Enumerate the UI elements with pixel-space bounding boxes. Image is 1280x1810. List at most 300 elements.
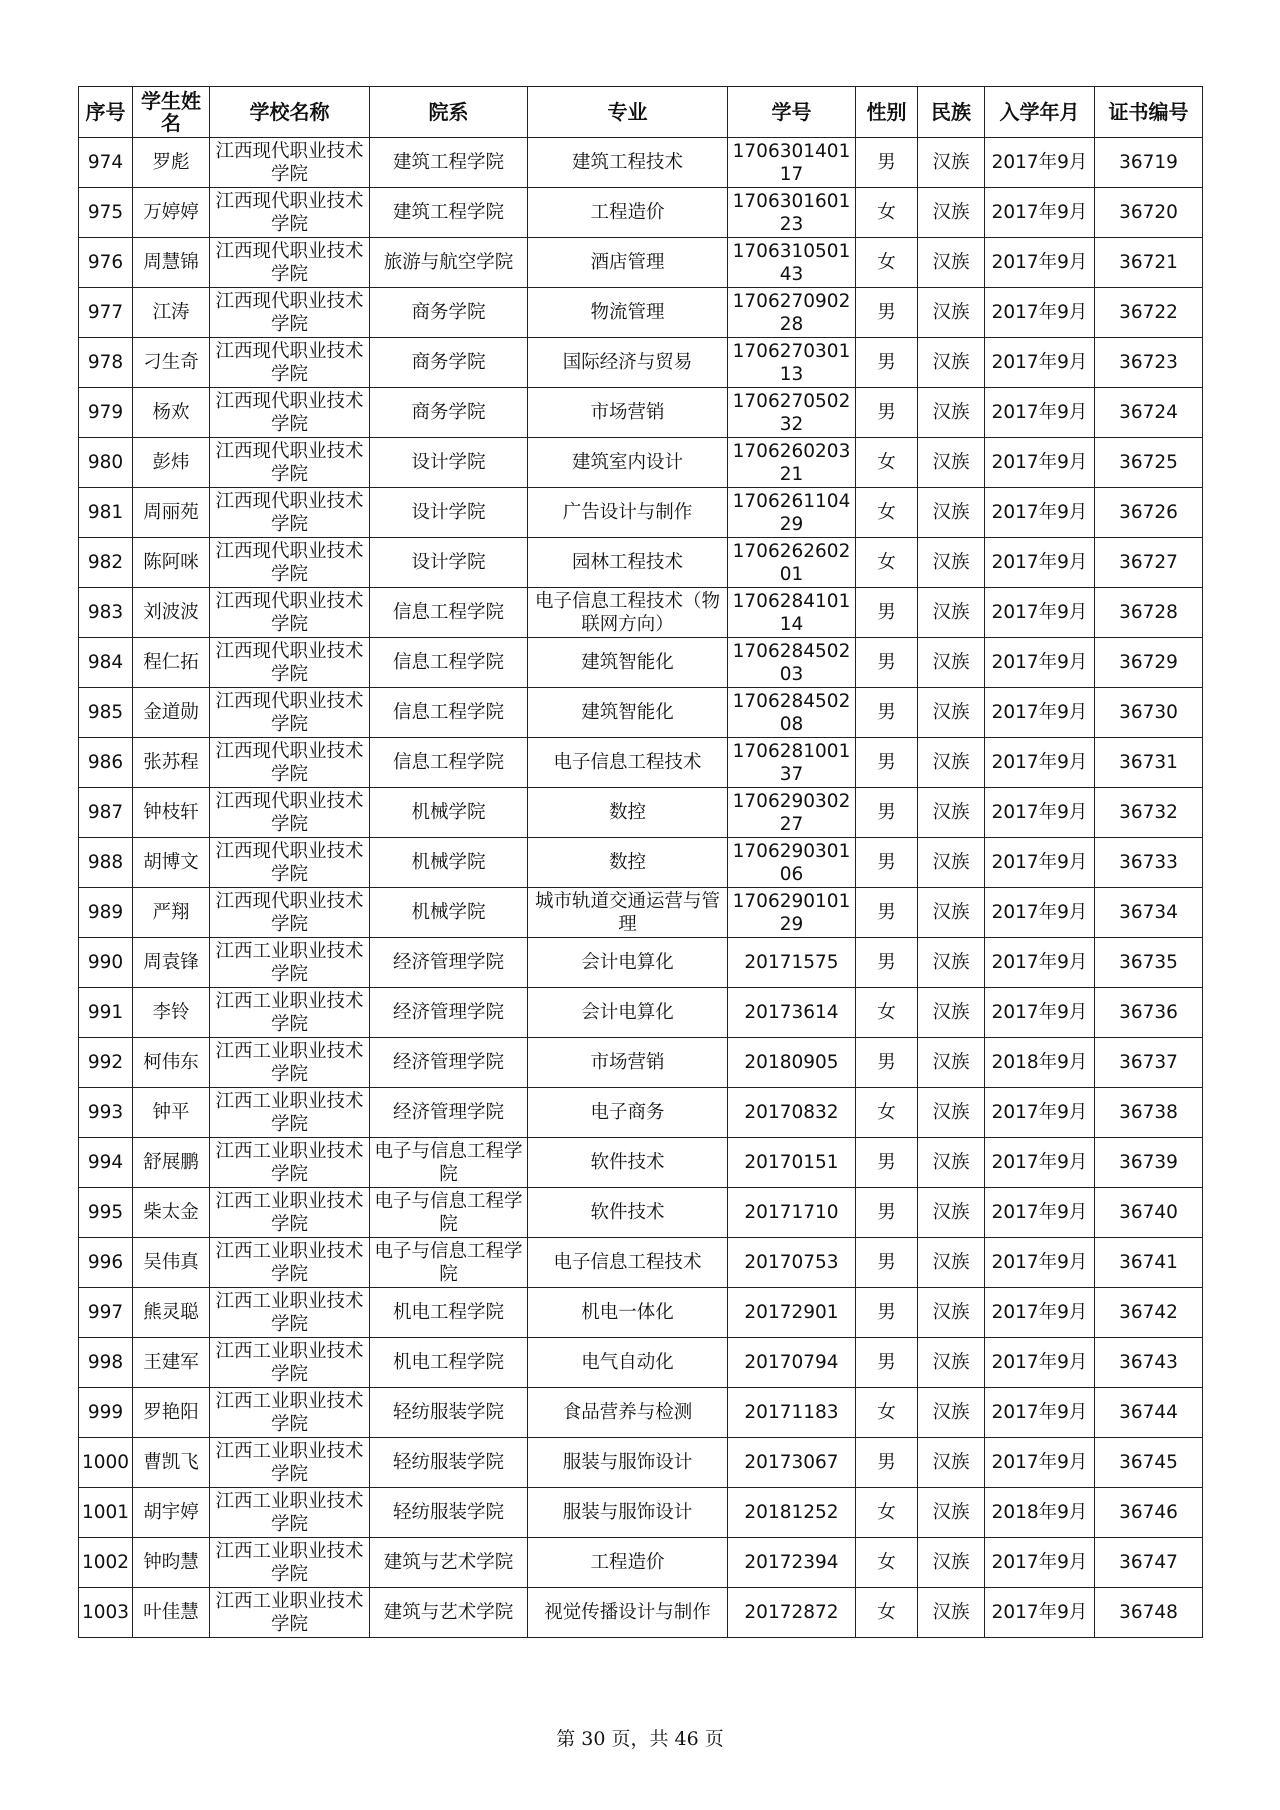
ethnicity-cell: 汉族 xyxy=(918,488,985,538)
enrollment-cell: 2017年9月 xyxy=(985,438,1095,488)
seq-cell: 986 xyxy=(79,738,133,788)
major-cell: 视觉传播设计与制作 xyxy=(528,1588,728,1638)
student-id-cell: 170626110429 xyxy=(728,488,856,538)
certificate-cell: 36722 xyxy=(1095,288,1203,338)
school-cell: 江西工业职业技术学院 xyxy=(210,1088,370,1138)
ethnicity-cell: 汉族 xyxy=(918,138,985,188)
school-cell: 江西现代职业技术学院 xyxy=(210,388,370,438)
department-cell: 建筑工程学院 xyxy=(370,188,528,238)
table-row xyxy=(79,238,1203,288)
student-id-cell: 20171710 xyxy=(728,1188,856,1238)
header-col-major: 专业 xyxy=(528,87,728,138)
enrollment-cell: 2017年9月 xyxy=(985,1588,1095,1638)
ethnicity-cell: 汉族 xyxy=(918,1338,985,1388)
student-id-cell: 170629030106 xyxy=(728,838,856,888)
certificate-cell: 36721 xyxy=(1095,238,1203,288)
gender-cell: 男 xyxy=(856,1438,918,1488)
student-id-cell: 20172872 xyxy=(728,1588,856,1638)
ethnicity-cell: 汉族 xyxy=(918,988,985,1038)
certificate-cell: 36724 xyxy=(1095,388,1203,438)
major-cell: 建筑室内设计 xyxy=(528,438,728,488)
table-body xyxy=(79,138,1203,1638)
major-cell: 会计电算化 xyxy=(528,938,728,988)
header-col-school: 学校名称 xyxy=(210,87,370,138)
enrollment-cell: 2017年9月 xyxy=(985,1088,1095,1138)
seq-cell: 985 xyxy=(79,688,133,738)
table-row xyxy=(79,488,1203,538)
department-cell: 建筑工程学院 xyxy=(370,138,528,188)
school-cell: 江西现代职业技术学院 xyxy=(210,138,370,188)
department-cell: 轻纺服装学院 xyxy=(370,1388,528,1438)
header-col-ethnicity: 民族 xyxy=(918,87,985,138)
seq-cell: 983 xyxy=(79,588,133,638)
table-row xyxy=(79,738,1203,788)
department-cell: 机电工程学院 xyxy=(370,1288,528,1338)
gender-cell: 男 xyxy=(856,1188,918,1238)
school-cell: 江西现代职业技术学院 xyxy=(210,488,370,538)
gender-cell: 女 xyxy=(856,1538,918,1588)
enrollment-cell: 2017年9月 xyxy=(985,588,1095,638)
student-id-cell: 170629010129 xyxy=(728,888,856,938)
header-col-department: 院系 xyxy=(370,87,528,138)
major-cell: 国际经济与贸易 xyxy=(528,338,728,388)
student-name-cell: 江涛 xyxy=(133,288,210,338)
student-name-cell: 彭炜 xyxy=(133,438,210,488)
department-cell: 电子与信息工程学院 xyxy=(370,1138,528,1188)
department-cell: 轻纺服装学院 xyxy=(370,1438,528,1488)
enrollment-cell: 2018年9月 xyxy=(985,1038,1095,1088)
certificate-cell: 36733 xyxy=(1095,838,1203,888)
student-name-cell: 钟昀慧 xyxy=(133,1538,210,1588)
seq-cell: 982 xyxy=(79,538,133,588)
department-cell: 建筑与艺术学院 xyxy=(370,1588,528,1638)
major-cell: 电子商务 xyxy=(528,1088,728,1138)
certificate-cell: 36731 xyxy=(1095,738,1203,788)
table-row xyxy=(79,538,1203,588)
ethnicity-cell: 汉族 xyxy=(918,188,985,238)
school-cell: 江西现代职业技术学院 xyxy=(210,788,370,838)
certificate-cell: 36719 xyxy=(1095,138,1203,188)
major-cell: 机电一体化 xyxy=(528,1288,728,1338)
table-row xyxy=(79,1588,1203,1638)
department-cell: 商务学院 xyxy=(370,338,528,388)
table-row xyxy=(79,188,1203,238)
student-id-cell: 20170753 xyxy=(728,1238,856,1288)
student-id-cell: 20181252 xyxy=(728,1488,856,1538)
gender-cell: 女 xyxy=(856,1488,918,1538)
major-cell: 服装与服饰设计 xyxy=(528,1438,728,1488)
ethnicity-cell: 汉族 xyxy=(918,738,985,788)
student-name-cell: 周慧锦 xyxy=(133,238,210,288)
table-row xyxy=(79,1138,1203,1188)
student-name-cell: 柴太金 xyxy=(133,1188,210,1238)
seq-cell: 984 xyxy=(79,638,133,688)
table-row xyxy=(79,388,1203,438)
school-cell: 江西工业职业技术学院 xyxy=(210,1538,370,1588)
seq-cell: 988 xyxy=(79,838,133,888)
gender-cell: 男 xyxy=(856,788,918,838)
table-row xyxy=(79,1238,1203,1288)
enrollment-cell: 2017年9月 xyxy=(985,938,1095,988)
seq-cell: 993 xyxy=(79,1088,133,1138)
student-name-cell: 曹凯飞 xyxy=(133,1438,210,1488)
school-cell: 江西现代职业技术学院 xyxy=(210,688,370,738)
department-cell: 设计学院 xyxy=(370,488,528,538)
student-id-cell: 170628100137 xyxy=(728,738,856,788)
school-cell: 江西现代职业技术学院 xyxy=(210,238,370,288)
roster-table xyxy=(78,86,1203,1638)
major-cell: 电子信息工程技术（物联网方向） xyxy=(528,588,728,638)
gender-cell: 女 xyxy=(856,188,918,238)
school-cell: 江西工业职业技术学院 xyxy=(210,1188,370,1238)
certificate-cell: 36748 xyxy=(1095,1588,1203,1638)
seq-cell: 994 xyxy=(79,1138,133,1188)
department-cell: 机械学院 xyxy=(370,788,528,838)
student-name-cell: 周袁锋 xyxy=(133,938,210,988)
student-id-cell: 170627050232 xyxy=(728,388,856,438)
school-cell: 江西现代职业技术学院 xyxy=(210,738,370,788)
ethnicity-cell: 汉族 xyxy=(918,1288,985,1338)
seq-cell: 997 xyxy=(79,1288,133,1338)
enrollment-cell: 2018年9月 xyxy=(985,1488,1095,1538)
major-cell: 工程造价 xyxy=(528,188,728,238)
department-cell: 经济管理学院 xyxy=(370,1038,528,1088)
enrollment-cell: 2017年9月 xyxy=(985,1438,1095,1488)
gender-cell: 女 xyxy=(856,538,918,588)
ethnicity-cell: 汉族 xyxy=(918,1188,985,1238)
gender-cell: 男 xyxy=(856,1338,918,1388)
major-cell: 市场营销 xyxy=(528,388,728,438)
seq-cell: 980 xyxy=(79,438,133,488)
student-name-cell: 金道勋 xyxy=(133,688,210,738)
enrollment-cell: 2017年9月 xyxy=(985,1138,1095,1188)
major-cell: 园林工程技术 xyxy=(528,538,728,588)
gender-cell: 男 xyxy=(856,888,918,938)
department-cell: 建筑与艺术学院 xyxy=(370,1538,528,1588)
certificate-cell: 36740 xyxy=(1095,1188,1203,1238)
major-cell: 会计电算化 xyxy=(528,988,728,1038)
student-id-cell: 170627030113 xyxy=(728,338,856,388)
certificate-cell: 36726 xyxy=(1095,488,1203,538)
table-row xyxy=(79,1438,1203,1488)
seq-cell: 979 xyxy=(79,388,133,438)
table-row xyxy=(79,1388,1203,1438)
department-cell: 机械学院 xyxy=(370,838,528,888)
major-cell: 电子信息工程技术 xyxy=(528,738,728,788)
school-cell: 江西现代职业技术学院 xyxy=(210,638,370,688)
student-name-cell: 万婷婷 xyxy=(133,188,210,238)
student-name-cell: 张苏程 xyxy=(133,738,210,788)
enrollment-cell: 2017年9月 xyxy=(985,538,1095,588)
enrollment-cell: 2017年9月 xyxy=(985,488,1095,538)
school-cell: 江西工业职业技术学院 xyxy=(210,988,370,1038)
school-cell: 江西工业职业技术学院 xyxy=(210,1238,370,1288)
enrollment-cell: 2017年9月 xyxy=(985,838,1095,888)
gender-cell: 女 xyxy=(856,1588,918,1638)
gender-cell: 男 xyxy=(856,288,918,338)
gender-cell: 女 xyxy=(856,1388,918,1438)
major-cell: 城市轨道交通运营与管理 xyxy=(528,888,728,938)
school-cell: 江西工业职业技术学院 xyxy=(210,1438,370,1488)
gender-cell: 女 xyxy=(856,988,918,1038)
student-id-cell: 170630160123 xyxy=(728,188,856,238)
gender-cell: 男 xyxy=(856,838,918,888)
enrollment-cell: 2017年9月 xyxy=(985,338,1095,388)
major-cell: 软件技术 xyxy=(528,1188,728,1238)
major-cell: 食品营养与检测 xyxy=(528,1388,728,1438)
enrollment-cell: 2017年9月 xyxy=(985,888,1095,938)
certificate-cell: 36738 xyxy=(1095,1088,1203,1138)
header-col-certificate: 证书编号 xyxy=(1095,87,1203,138)
ethnicity-cell: 汉族 xyxy=(918,1088,985,1138)
enrollment-cell: 2017年9月 xyxy=(985,788,1095,838)
student-name-cell: 严翔 xyxy=(133,888,210,938)
school-cell: 江西工业职业技术学院 xyxy=(210,1138,370,1188)
student-id-cell: 170631050143 xyxy=(728,238,856,288)
ethnicity-cell: 汉族 xyxy=(918,1488,985,1538)
seq-cell: 987 xyxy=(79,788,133,838)
student-id-cell: 170628450208 xyxy=(728,688,856,738)
gender-cell: 男 xyxy=(856,1238,918,1288)
enrollment-cell: 2017年9月 xyxy=(985,1388,1095,1438)
student-name-cell: 杨欢 xyxy=(133,388,210,438)
gender-cell: 男 xyxy=(856,388,918,438)
seq-cell: 996 xyxy=(79,1238,133,1288)
gender-cell: 女 xyxy=(856,238,918,288)
school-cell: 江西工业职业技术学院 xyxy=(210,1588,370,1638)
gender-cell: 男 xyxy=(856,1038,918,1088)
certificate-cell: 36730 xyxy=(1095,688,1203,738)
seq-cell: 992 xyxy=(79,1038,133,1088)
department-cell: 信息工程学院 xyxy=(370,588,528,638)
enrollment-cell: 2017年9月 xyxy=(985,288,1095,338)
department-cell: 信息工程学院 xyxy=(370,638,528,688)
certificate-cell: 36728 xyxy=(1095,588,1203,638)
major-cell: 软件技术 xyxy=(528,1138,728,1188)
table-row xyxy=(79,1038,1203,1088)
enrollment-cell: 2017年9月 xyxy=(985,1238,1095,1288)
header-col-student-id: 学号 xyxy=(728,87,856,138)
gender-cell: 女 xyxy=(856,1088,918,1138)
table-row xyxy=(79,938,1203,988)
ethnicity-cell: 汉族 xyxy=(918,1438,985,1488)
ethnicity-cell: 汉族 xyxy=(918,288,985,338)
seq-cell: 1001 xyxy=(79,1488,133,1538)
table-row xyxy=(79,138,1203,188)
enrollment-cell: 2017年9月 xyxy=(985,1188,1095,1238)
student-name-cell: 叶佳慧 xyxy=(133,1588,210,1638)
gender-cell: 男 xyxy=(856,738,918,788)
gender-cell: 男 xyxy=(856,688,918,738)
school-cell: 江西工业职业技术学院 xyxy=(210,1038,370,1088)
table-row xyxy=(79,638,1203,688)
header-col-student-name: 学生姓名 xyxy=(133,87,210,138)
student-name-cell: 李铃 xyxy=(133,988,210,1038)
table-row xyxy=(79,1338,1203,1388)
ethnicity-cell: 汉族 xyxy=(918,388,985,438)
certificate-cell: 36736 xyxy=(1095,988,1203,1038)
ethnicity-cell: 汉族 xyxy=(918,788,985,838)
student-name-cell: 罗彪 xyxy=(133,138,210,188)
ethnicity-cell: 汉族 xyxy=(918,1538,985,1588)
ethnicity-cell: 汉族 xyxy=(918,1238,985,1288)
student-name-cell: 胡博文 xyxy=(133,838,210,888)
major-cell: 建筑工程技术 xyxy=(528,138,728,188)
school-cell: 江西现代职业技术学院 xyxy=(210,838,370,888)
seq-cell: 999 xyxy=(79,1388,133,1438)
seq-cell: 1000 xyxy=(79,1438,133,1488)
student-name-cell: 吴伟真 xyxy=(133,1238,210,1288)
enrollment-cell: 2017年9月 xyxy=(985,1338,1095,1388)
table-row xyxy=(79,588,1203,638)
student-id-cell: 170627090228 xyxy=(728,288,856,338)
ethnicity-cell: 汉族 xyxy=(918,688,985,738)
seq-cell: 976 xyxy=(79,238,133,288)
student-id-cell: 20170151 xyxy=(728,1138,856,1188)
table-row xyxy=(79,1288,1203,1338)
student-name-cell: 舒展鹏 xyxy=(133,1138,210,1188)
ethnicity-cell: 汉族 xyxy=(918,588,985,638)
table-row xyxy=(79,1538,1203,1588)
student-name-cell: 刘波波 xyxy=(133,588,210,638)
gender-cell: 男 xyxy=(856,338,918,388)
major-cell: 建筑智能化 xyxy=(528,638,728,688)
department-cell: 经济管理学院 xyxy=(370,938,528,988)
table-row xyxy=(79,288,1203,338)
certificate-cell: 36741 xyxy=(1095,1238,1203,1288)
table-row xyxy=(79,788,1203,838)
student-name-cell: 刁生奇 xyxy=(133,338,210,388)
table-row xyxy=(79,1088,1203,1138)
ethnicity-cell: 汉族 xyxy=(918,838,985,888)
major-cell: 广告设计与制作 xyxy=(528,488,728,538)
gender-cell: 男 xyxy=(856,1288,918,1338)
department-cell: 经济管理学院 xyxy=(370,1088,528,1138)
department-cell: 信息工程学院 xyxy=(370,688,528,738)
certificate-cell: 36725 xyxy=(1095,438,1203,488)
student-id-cell: 20172901 xyxy=(728,1288,856,1338)
ethnicity-cell: 汉族 xyxy=(918,888,985,938)
gender-cell: 男 xyxy=(856,138,918,188)
ethnicity-cell: 汉族 xyxy=(918,638,985,688)
department-cell: 设计学院 xyxy=(370,438,528,488)
table-row xyxy=(79,1488,1203,1538)
table-row xyxy=(79,338,1203,388)
student-id-cell: 20170794 xyxy=(728,1338,856,1388)
seq-cell: 991 xyxy=(79,988,133,1038)
certificate-cell: 36723 xyxy=(1095,338,1203,388)
student-id-cell: 20170832 xyxy=(728,1088,856,1138)
student-id-cell: 20173067 xyxy=(728,1438,856,1488)
department-cell: 轻纺服装学院 xyxy=(370,1488,528,1538)
school-cell: 江西工业职业技术学院 xyxy=(210,1338,370,1388)
gender-cell: 男 xyxy=(856,638,918,688)
ethnicity-cell: 汉族 xyxy=(918,938,985,988)
seq-cell: 975 xyxy=(79,188,133,238)
enrollment-cell: 2017年9月 xyxy=(985,238,1095,288)
seq-cell: 981 xyxy=(79,488,133,538)
student-name-cell: 罗艳阳 xyxy=(133,1388,210,1438)
enrollment-cell: 2017年9月 xyxy=(985,388,1095,438)
table-row xyxy=(79,988,1203,1038)
department-cell: 电子与信息工程学院 xyxy=(370,1238,528,1288)
major-cell: 酒店管理 xyxy=(528,238,728,288)
school-cell: 江西现代职业技术学院 xyxy=(210,538,370,588)
gender-cell: 女 xyxy=(856,488,918,538)
school-cell: 江西现代职业技术学院 xyxy=(210,338,370,388)
gender-cell: 男 xyxy=(856,938,918,988)
enrollment-cell: 2017年9月 xyxy=(985,1288,1095,1338)
student-id-cell: 20171575 xyxy=(728,938,856,988)
department-cell: 机械学院 xyxy=(370,888,528,938)
enrollment-cell: 2017年9月 xyxy=(985,638,1095,688)
student-name-cell: 周丽苑 xyxy=(133,488,210,538)
major-cell: 电气自动化 xyxy=(528,1338,728,1388)
enrollment-cell: 2017年9月 xyxy=(985,688,1095,738)
school-cell: 江西工业职业技术学院 xyxy=(210,1288,370,1338)
certificate-cell: 36744 xyxy=(1095,1388,1203,1438)
major-cell: 建筑智能化 xyxy=(528,688,728,738)
seq-cell: 1002 xyxy=(79,1538,133,1588)
ethnicity-cell: 汉族 xyxy=(918,238,985,288)
student-id-cell: 20172394 xyxy=(728,1538,856,1588)
certificate-cell: 36737 xyxy=(1095,1038,1203,1088)
ethnicity-cell: 汉族 xyxy=(918,1038,985,1088)
seq-cell: 998 xyxy=(79,1338,133,1388)
student-name-cell: 程仁拓 xyxy=(133,638,210,688)
department-cell: 信息工程学院 xyxy=(370,738,528,788)
certificate-cell: 36742 xyxy=(1095,1288,1203,1338)
enrollment-cell: 2017年9月 xyxy=(985,988,1095,1038)
student-name-cell: 钟枝轩 xyxy=(133,788,210,838)
header-col-enrollment: 入学年月 xyxy=(985,87,1095,138)
department-cell: 旅游与航空学院 xyxy=(370,238,528,288)
seq-cell: 978 xyxy=(79,338,133,388)
school-cell: 江西工业职业技术学院 xyxy=(210,938,370,988)
student-id-cell: 170628450203 xyxy=(728,638,856,688)
school-cell: 江西现代职业技术学院 xyxy=(210,888,370,938)
student-id-cell: 170629030227 xyxy=(728,788,856,838)
certificate-cell: 36746 xyxy=(1095,1488,1203,1538)
certificate-cell: 36729 xyxy=(1095,638,1203,688)
department-cell: 商务学院 xyxy=(370,388,528,438)
table-row xyxy=(79,438,1203,488)
page-number: 第 30 页，共 46 页 xyxy=(556,1728,724,1750)
ethnicity-cell: 汉族 xyxy=(918,438,985,488)
seq-cell: 974 xyxy=(79,138,133,188)
ethnicity-cell: 汉族 xyxy=(918,538,985,588)
student-id-cell: 170630140117 xyxy=(728,138,856,188)
student-name-cell: 熊灵聪 xyxy=(133,1288,210,1338)
header-col-seq: 序号 xyxy=(79,87,133,138)
student-name-cell: 柯伟东 xyxy=(133,1038,210,1088)
certificate-cell: 36735 xyxy=(1095,938,1203,988)
gender-cell: 男 xyxy=(856,588,918,638)
ethnicity-cell: 汉族 xyxy=(918,1388,985,1438)
student-id-cell: 170626260201 xyxy=(728,538,856,588)
major-cell: 数控 xyxy=(528,788,728,838)
seq-cell: 1003 xyxy=(79,1588,133,1638)
school-cell: 江西工业职业技术学院 xyxy=(210,1388,370,1438)
department-cell: 设计学院 xyxy=(370,538,528,588)
certificate-cell: 36720 xyxy=(1095,188,1203,238)
certificate-cell: 36743 xyxy=(1095,1338,1203,1388)
seq-cell: 989 xyxy=(79,888,133,938)
gender-cell: 女 xyxy=(856,438,918,488)
student-id-cell: 20171183 xyxy=(728,1388,856,1438)
table-row xyxy=(79,1188,1203,1238)
table-row xyxy=(79,838,1203,888)
